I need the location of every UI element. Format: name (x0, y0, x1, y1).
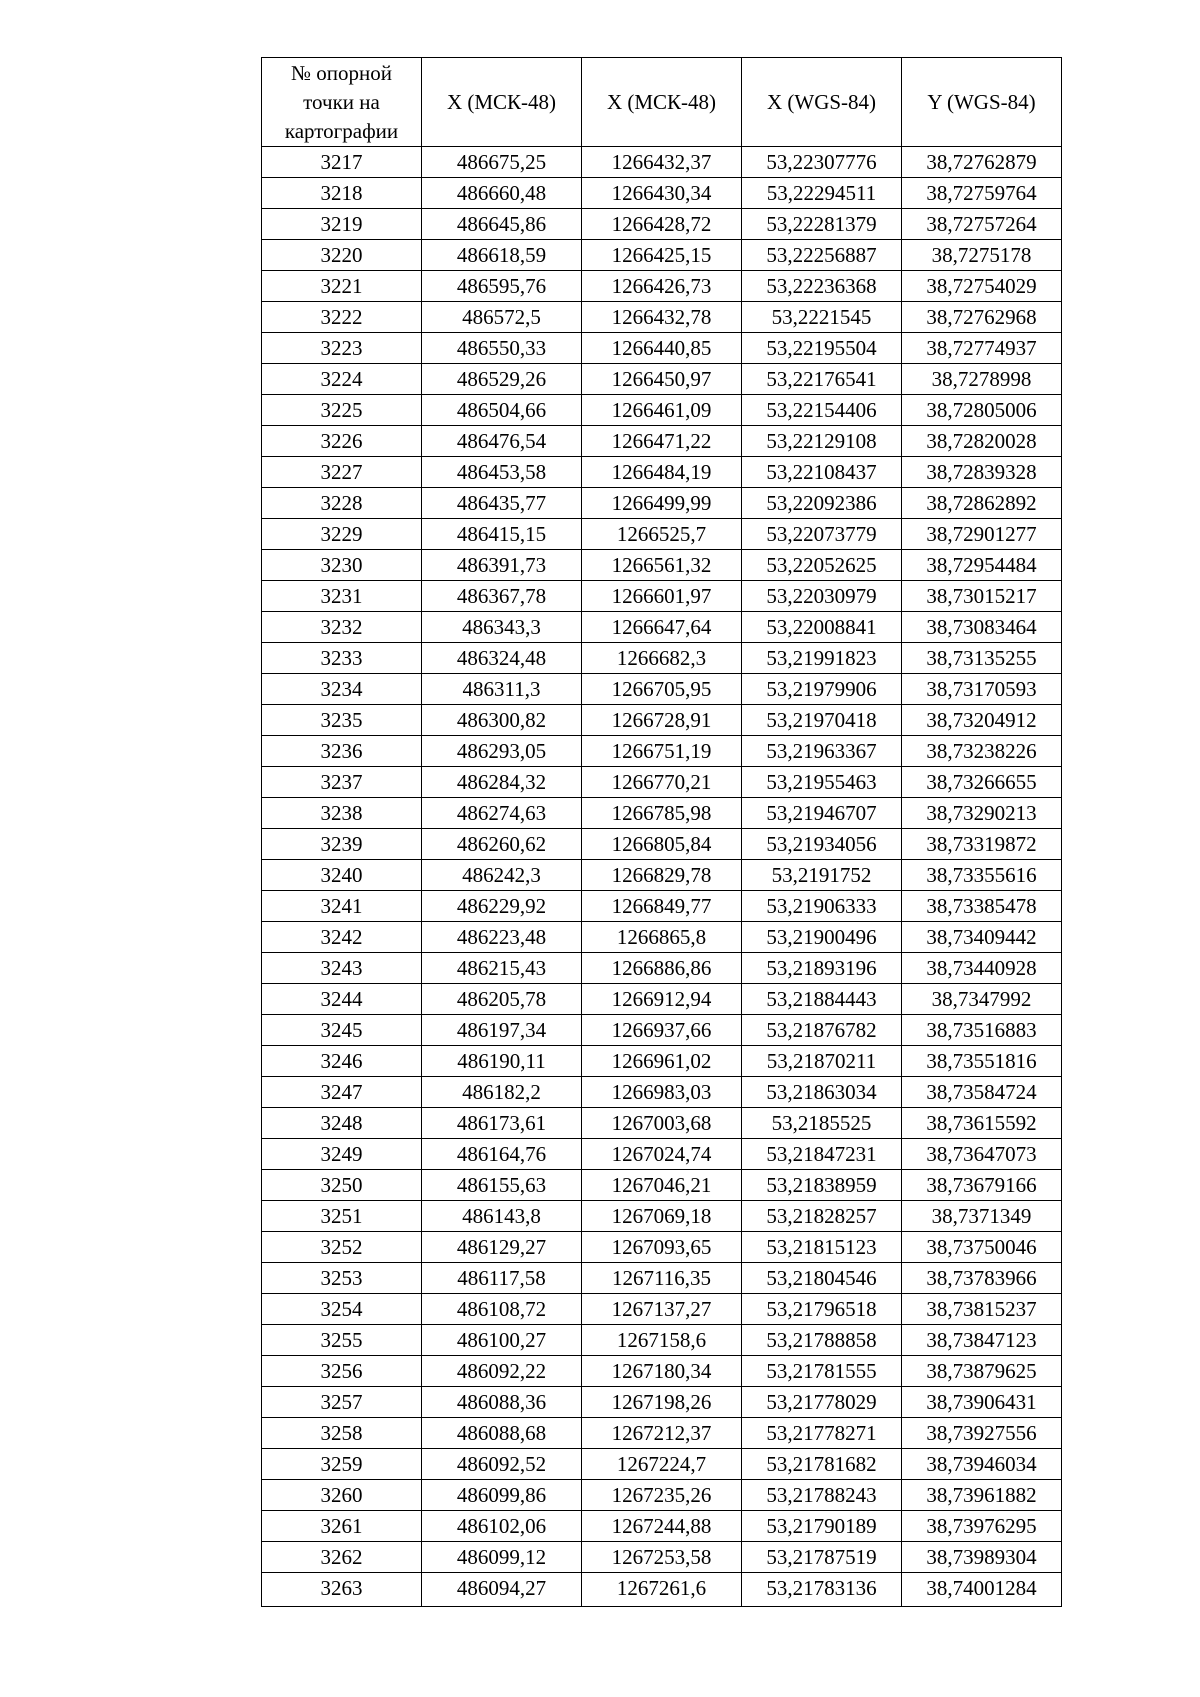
cell-point-number: 3241 (262, 891, 422, 922)
cell-x-msk48-b: 1266430,34 (582, 178, 742, 209)
cell-x-msk48-a: 486645,86 (422, 209, 582, 240)
cell-x-wgs84: 53,21955463 (742, 767, 902, 798)
cell-x-msk48-b: 1267024,74 (582, 1139, 742, 1170)
cell-x-msk48-b: 1266983,03 (582, 1077, 742, 1108)
cell-x-msk48-b: 1267235,26 (582, 1480, 742, 1511)
table-row (262, 1046, 1062, 1077)
cell-y-wgs84: 38,73266655 (902, 767, 1062, 798)
cell-point-number: 3254 (262, 1294, 422, 1325)
cell-point-number: 3224 (262, 364, 422, 395)
cell-x-msk48-b: 1267198,26 (582, 1387, 742, 1418)
cell-x-wgs84: 53,21870211 (742, 1046, 902, 1077)
table-header (262, 58, 1062, 147)
cell-y-wgs84: 38,73015217 (902, 581, 1062, 612)
cell-point-number: 3246 (262, 1046, 422, 1077)
cell-x-msk48-b: 1267212,37 (582, 1418, 742, 1449)
cell-x-wgs84: 53,22129108 (742, 426, 902, 457)
cell-x-msk48-a: 486182,2 (422, 1077, 582, 1108)
cell-x-msk48-a: 486088,68 (422, 1418, 582, 1449)
table-row (262, 1511, 1062, 1542)
header-line: № опорной (290, 60, 392, 85)
cell-y-wgs84: 38,72759764 (902, 178, 1062, 209)
cell-y-wgs84: 38,73679166 (902, 1170, 1062, 1201)
cell-x-msk48-b: 1266428,72 (582, 209, 742, 240)
cell-y-wgs84: 38,73976295 (902, 1511, 1062, 1542)
cell-x-msk48-b: 1266785,98 (582, 798, 742, 829)
cell-x-wgs84: 53,21788858 (742, 1325, 902, 1356)
cell-x-wgs84: 53,22073779 (742, 519, 902, 550)
cell-x-wgs84: 53,22008841 (742, 612, 902, 643)
table-row (262, 488, 1062, 519)
cell-x-msk48-a: 486675,25 (422, 147, 582, 178)
cell-x-msk48-b: 1266829,78 (582, 860, 742, 891)
cell-x-msk48-a: 486476,54 (422, 426, 582, 457)
cell-x-msk48-a: 486215,43 (422, 953, 582, 984)
cell-y-wgs84: 38,73083464 (902, 612, 1062, 643)
cell-x-msk48-a: 486415,15 (422, 519, 582, 550)
cell-point-number: 3231 (262, 581, 422, 612)
cell-y-wgs84: 38,7278998 (902, 364, 1062, 395)
cell-point-number: 3232 (262, 612, 422, 643)
table-row (262, 1356, 1062, 1387)
cell-x-wgs84: 53,21828257 (742, 1201, 902, 1232)
cell-point-number: 3220 (262, 240, 422, 271)
cell-x-msk48-b: 1266601,97 (582, 581, 742, 612)
cell-x-msk48-a: 486102,06 (422, 1511, 582, 1542)
cell-x-msk48-b: 1266561,32 (582, 550, 742, 581)
cell-x-msk48-a: 486223,48 (422, 922, 582, 953)
cell-point-number: 3242 (262, 922, 422, 953)
cell-x-wgs84: 53,21847231 (742, 1139, 902, 1170)
cell-y-wgs84: 38,72820028 (902, 426, 1062, 457)
cell-x-wgs84: 53,2185525 (742, 1108, 902, 1139)
cell-x-msk48-b: 1267069,18 (582, 1201, 742, 1232)
cell-point-number: 3235 (262, 705, 422, 736)
header-line: картографии (284, 118, 399, 143)
cell-x-msk48-b: 1266770,21 (582, 767, 742, 798)
cell-x-msk48-b: 1267116,35 (582, 1263, 742, 1294)
cell-point-number: 3261 (262, 1511, 422, 1542)
cell-x-wgs84: 53,21863034 (742, 1077, 902, 1108)
cell-y-wgs84: 38,73847123 (902, 1325, 1062, 1356)
cell-x-msk48-a: 486311,3 (422, 674, 582, 705)
cell-point-number: 3255 (262, 1325, 422, 1356)
cell-x-msk48-a: 486094,27 (422, 1573, 582, 1607)
cell-point-number: 3228 (262, 488, 422, 519)
cell-x-msk48-a: 486324,48 (422, 643, 582, 674)
cell-y-wgs84: 38,73135255 (902, 643, 1062, 674)
cell-x-msk48-b: 1266425,15 (582, 240, 742, 271)
cell-x-msk48-a: 486260,62 (422, 829, 582, 860)
table-row (262, 240, 1062, 271)
cell-y-wgs84: 38,7275178 (902, 240, 1062, 271)
cell-x-msk48-a: 486205,78 (422, 984, 582, 1015)
cell-x-wgs84: 53,21963367 (742, 736, 902, 767)
cell-y-wgs84: 38,7371349 (902, 1201, 1062, 1232)
cell-y-wgs84: 38,73961882 (902, 1480, 1062, 1511)
cell-point-number: 3262 (262, 1542, 422, 1573)
cell-x-msk48-a: 486572,5 (422, 302, 582, 333)
cell-point-number: 3239 (262, 829, 422, 860)
cell-x-msk48-a: 486164,76 (422, 1139, 582, 1170)
cell-y-wgs84: 38,72757264 (902, 209, 1062, 240)
table-row (262, 1325, 1062, 1356)
cell-x-wgs84: 53,22294511 (742, 178, 902, 209)
cell-x-wgs84: 53,21838959 (742, 1170, 902, 1201)
cell-x-msk48-b: 1266728,91 (582, 705, 742, 736)
cell-point-number: 3234 (262, 674, 422, 705)
cell-x-msk48-b: 1266484,19 (582, 457, 742, 488)
cell-y-wgs84: 38,73584724 (902, 1077, 1062, 1108)
cell-x-msk48-a: 486284,32 (422, 767, 582, 798)
table-row (262, 953, 1062, 984)
table-row (262, 1139, 1062, 1170)
table-row (262, 1418, 1062, 1449)
table-row (262, 426, 1062, 457)
cell-point-number: 3249 (262, 1139, 422, 1170)
cell-x-msk48-b: 1266525,7 (582, 519, 742, 550)
cell-y-wgs84: 38,73989304 (902, 1542, 1062, 1573)
cell-x-wgs84: 53,21788243 (742, 1480, 902, 1511)
cell-y-wgs84: 38,72839328 (902, 457, 1062, 488)
cell-x-wgs84: 53,21790189 (742, 1511, 902, 1542)
cell-y-wgs84: 38,72754029 (902, 271, 1062, 302)
table-row (262, 860, 1062, 891)
table-row (262, 147, 1062, 178)
header-point-number (262, 58, 422, 147)
table-row (262, 705, 1062, 736)
cell-point-number: 3236 (262, 736, 422, 767)
table-row (262, 1294, 1062, 1325)
cell-x-wgs84: 53,2221545 (742, 302, 902, 333)
cell-x-msk48-a: 486088,36 (422, 1387, 582, 1418)
table-row (262, 1108, 1062, 1139)
cell-x-msk48-b: 1267244,88 (582, 1511, 742, 1542)
cell-x-msk48-a: 486099,86 (422, 1480, 582, 1511)
cell-x-wgs84: 53,21815123 (742, 1232, 902, 1263)
cell-point-number: 3247 (262, 1077, 422, 1108)
table-row (262, 1449, 1062, 1480)
cell-x-msk48-b: 1266432,78 (582, 302, 742, 333)
cell-y-wgs84: 38,72762879 (902, 147, 1062, 178)
cell-x-msk48-b: 1266682,3 (582, 643, 742, 674)
cell-point-number: 3258 (262, 1418, 422, 1449)
cell-x-wgs84: 53,21796518 (742, 1294, 902, 1325)
cell-x-wgs84: 53,22195504 (742, 333, 902, 364)
table-row (262, 1170, 1062, 1201)
cell-x-msk48-b: 1266849,77 (582, 891, 742, 922)
cell-x-wgs84: 53,21783136 (742, 1573, 902, 1607)
cell-x-msk48-a: 486143,8 (422, 1201, 582, 1232)
header-row (262, 58, 1062, 147)
cell-x-msk48-b: 1267253,58 (582, 1542, 742, 1573)
cell-y-wgs84: 38,72901277 (902, 519, 1062, 550)
cell-x-msk48-a: 486293,05 (422, 736, 582, 767)
cell-y-wgs84: 38,72805006 (902, 395, 1062, 426)
cell-x-msk48-a: 486504,66 (422, 395, 582, 426)
cell-x-wgs84: 53,22307776 (742, 147, 902, 178)
cell-point-number: 3243 (262, 953, 422, 984)
table-row (262, 643, 1062, 674)
header-x-msk48-b: X (МСК-48) (582, 58, 742, 147)
cell-point-number: 3218 (262, 178, 422, 209)
cell-y-wgs84: 38,73815237 (902, 1294, 1062, 1325)
cell-x-msk48-a: 486092,22 (422, 1356, 582, 1387)
cell-point-number: 3240 (262, 860, 422, 891)
cell-x-msk48-a: 486660,48 (422, 178, 582, 209)
cell-x-wgs84: 53,21876782 (742, 1015, 902, 1046)
cell-x-wgs84: 53,21804546 (742, 1263, 902, 1294)
cell-x-wgs84: 53,22030979 (742, 581, 902, 612)
cell-y-wgs84: 38,73355616 (902, 860, 1062, 891)
cell-x-msk48-b: 1266705,95 (582, 674, 742, 705)
cell-x-wgs84: 53,21781682 (742, 1449, 902, 1480)
cell-point-number: 3245 (262, 1015, 422, 1046)
table-row (262, 333, 1062, 364)
cell-point-number: 3221 (262, 271, 422, 302)
table-row (262, 1077, 1062, 1108)
table-row (262, 395, 1062, 426)
cell-point-number: 3238 (262, 798, 422, 829)
header-line: точки на (303, 89, 380, 114)
cell-x-msk48-b: 1266647,64 (582, 612, 742, 643)
cell-x-msk48-b: 1266961,02 (582, 1046, 742, 1077)
cell-x-msk48-a: 486550,33 (422, 333, 582, 364)
cell-x-wgs84: 53,21970418 (742, 705, 902, 736)
cell-y-wgs84: 38,73238226 (902, 736, 1062, 767)
cell-y-wgs84: 38,73946034 (902, 1449, 1062, 1480)
cell-y-wgs84: 38,73927556 (902, 1418, 1062, 1449)
cell-x-wgs84: 53,21906333 (742, 891, 902, 922)
cell-x-wgs84: 53,22154406 (742, 395, 902, 426)
table-row (262, 1573, 1062, 1607)
table-row (262, 581, 1062, 612)
cell-y-wgs84: 38,73290213 (902, 798, 1062, 829)
cell-point-number: 3233 (262, 643, 422, 674)
table-row (262, 1263, 1062, 1294)
cell-x-msk48-b: 1267137,27 (582, 1294, 742, 1325)
cell-x-msk48-b: 1267261,6 (582, 1573, 742, 1607)
cell-point-number: 3244 (262, 984, 422, 1015)
cell-x-wgs84: 53,21979906 (742, 674, 902, 705)
table-row (262, 550, 1062, 581)
cell-point-number: 3250 (262, 1170, 422, 1201)
table-row (262, 457, 1062, 488)
cell-x-msk48-b: 1266865,8 (582, 922, 742, 953)
cell-point-number: 3263 (262, 1573, 422, 1607)
cell-y-wgs84: 38,73879625 (902, 1356, 1062, 1387)
table-row (262, 271, 1062, 302)
table-row (262, 178, 1062, 209)
cell-x-msk48-a: 486274,63 (422, 798, 582, 829)
cell-y-wgs84: 38,73750046 (902, 1232, 1062, 1263)
cell-x-wgs84: 53,22052625 (742, 550, 902, 581)
cell-point-number: 3219 (262, 209, 422, 240)
cell-x-msk48-a: 486108,72 (422, 1294, 582, 1325)
cell-point-number: 3217 (262, 147, 422, 178)
cell-point-number: 3256 (262, 1356, 422, 1387)
cell-y-wgs84: 38,73409442 (902, 922, 1062, 953)
cell-x-wgs84: 53,22092386 (742, 488, 902, 519)
cell-x-msk48-b: 1266937,66 (582, 1015, 742, 1046)
cell-y-wgs84: 38,73906431 (902, 1387, 1062, 1418)
cell-y-wgs84: 38,73516883 (902, 1015, 1062, 1046)
cell-y-wgs84: 38,7347992 (902, 984, 1062, 1015)
cell-x-msk48-a: 486129,27 (422, 1232, 582, 1263)
table-row (262, 767, 1062, 798)
cell-x-msk48-a: 486190,11 (422, 1046, 582, 1077)
header-y-wgs84: Y (WGS-84) (902, 58, 1062, 147)
table-row (262, 1542, 1062, 1573)
header-x-msk48-a: X (МСК-48) (422, 58, 582, 147)
cell-x-msk48-b: 1267224,7 (582, 1449, 742, 1480)
cell-point-number: 3225 (262, 395, 422, 426)
cell-x-msk48-b: 1266912,94 (582, 984, 742, 1015)
cell-x-wgs84: 53,22256887 (742, 240, 902, 271)
cell-x-msk48-b: 1267180,34 (582, 1356, 742, 1387)
cell-x-wgs84: 53,22281379 (742, 209, 902, 240)
cell-x-msk48-a: 486435,77 (422, 488, 582, 519)
cell-point-number: 3229 (262, 519, 422, 550)
table-row (262, 798, 1062, 829)
cell-x-msk48-a: 486453,58 (422, 457, 582, 488)
cell-x-msk48-b: 1266499,99 (582, 488, 742, 519)
cell-x-msk48-a: 486173,61 (422, 1108, 582, 1139)
cell-x-msk48-a: 486391,73 (422, 550, 582, 581)
cell-point-number: 3222 (262, 302, 422, 333)
cell-x-wgs84: 53,21934056 (742, 829, 902, 860)
cell-x-msk48-b: 1266461,09 (582, 395, 742, 426)
cell-x-msk48-a: 486117,58 (422, 1263, 582, 1294)
cell-point-number: 3223 (262, 333, 422, 364)
cell-point-number: 3252 (262, 1232, 422, 1263)
cell-point-number: 3260 (262, 1480, 422, 1511)
table-row (262, 1015, 1062, 1046)
cell-x-wgs84: 53,21893196 (742, 953, 902, 984)
cell-y-wgs84: 38,72774937 (902, 333, 1062, 364)
cell-y-wgs84: 38,73385478 (902, 891, 1062, 922)
cell-y-wgs84: 38,72762968 (902, 302, 1062, 333)
cell-x-msk48-b: 1266450,97 (582, 364, 742, 395)
cell-x-msk48-b: 1267158,6 (582, 1325, 742, 1356)
cell-y-wgs84: 38,73440928 (902, 953, 1062, 984)
table-row (262, 984, 1062, 1015)
table-row (262, 829, 1062, 860)
table-row (262, 209, 1062, 240)
table-row (262, 519, 1062, 550)
cell-y-wgs84: 38,72862892 (902, 488, 1062, 519)
table-row (262, 1232, 1062, 1263)
cell-point-number: 3226 (262, 426, 422, 457)
table-row (262, 1387, 1062, 1418)
cell-x-msk48-b: 1267003,68 (582, 1108, 742, 1139)
cell-x-wgs84: 53,21778029 (742, 1387, 902, 1418)
cell-x-msk48-a: 486099,12 (422, 1542, 582, 1573)
table-row (262, 674, 1062, 705)
cell-x-wgs84: 53,21946707 (742, 798, 902, 829)
cell-point-number: 3257 (262, 1387, 422, 1418)
cell-x-msk48-a: 486092,52 (422, 1449, 582, 1480)
cell-point-number: 3227 (262, 457, 422, 488)
table-row (262, 1480, 1062, 1511)
table-body (262, 147, 1062, 1607)
cell-x-msk48-b: 1266886,86 (582, 953, 742, 984)
cell-x-msk48-a: 486197,34 (422, 1015, 582, 1046)
cell-x-msk48-a: 486242,3 (422, 860, 582, 891)
cell-x-msk48-a: 486367,78 (422, 581, 582, 612)
cell-x-msk48-b: 1266471,22 (582, 426, 742, 457)
cell-x-msk48-b: 1266805,84 (582, 829, 742, 860)
cell-y-wgs84: 38,73551816 (902, 1046, 1062, 1077)
cell-y-wgs84: 38,73647073 (902, 1139, 1062, 1170)
table-row (262, 364, 1062, 395)
cell-point-number: 3237 (262, 767, 422, 798)
cell-x-msk48-b: 1266751,19 (582, 736, 742, 767)
table-row (262, 612, 1062, 643)
cell-x-msk48-a: 486618,59 (422, 240, 582, 271)
cell-x-msk48-a: 486595,76 (422, 271, 582, 302)
cell-x-msk48-b: 1266432,37 (582, 147, 742, 178)
cell-x-msk48-a: 486343,3 (422, 612, 582, 643)
cell-x-wgs84: 53,21884443 (742, 984, 902, 1015)
cell-y-wgs84: 38,72954484 (902, 550, 1062, 581)
table-row (262, 891, 1062, 922)
cell-x-msk48-a: 486155,63 (422, 1170, 582, 1201)
cell-y-wgs84: 38,73615592 (902, 1108, 1062, 1139)
cell-y-wgs84: 38,73170593 (902, 674, 1062, 705)
cell-x-msk48-a: 486529,26 (422, 364, 582, 395)
cell-x-msk48-b: 1266426,73 (582, 271, 742, 302)
cell-x-msk48-a: 486300,82 (422, 705, 582, 736)
cell-x-msk48-b: 1267046,21 (582, 1170, 742, 1201)
cell-x-wgs84: 53,21781555 (742, 1356, 902, 1387)
cell-y-wgs84: 38,74001284 (902, 1573, 1062, 1607)
cell-x-wgs84: 53,21991823 (742, 643, 902, 674)
cell-point-number: 3251 (262, 1201, 422, 1232)
cell-y-wgs84: 38,73783966 (902, 1263, 1062, 1294)
cell-x-wgs84: 53,22176541 (742, 364, 902, 395)
cell-point-number: 3253 (262, 1263, 422, 1294)
cell-point-number: 3230 (262, 550, 422, 581)
cell-x-msk48-b: 1266440,85 (582, 333, 742, 364)
cell-x-msk48-a: 486100,27 (422, 1325, 582, 1356)
cell-x-wgs84: 53,21778271 (742, 1418, 902, 1449)
cell-y-wgs84: 38,73204912 (902, 705, 1062, 736)
cell-y-wgs84: 38,73319872 (902, 829, 1062, 860)
cell-x-wgs84: 53,2191752 (742, 860, 902, 891)
table-row (262, 922, 1062, 953)
table-row (262, 302, 1062, 333)
header-x-wgs84: X (WGS-84) (742, 58, 902, 147)
cell-point-number: 3259 (262, 1449, 422, 1480)
cell-x-wgs84: 53,21900496 (742, 922, 902, 953)
table-row (262, 1201, 1062, 1232)
cell-x-msk48-b: 1267093,65 (582, 1232, 742, 1263)
coordinates-table (261, 57, 1062, 1607)
cell-point-number: 3248 (262, 1108, 422, 1139)
cell-x-wgs84: 53,22108437 (742, 457, 902, 488)
table-row (262, 736, 1062, 767)
cell-x-wgs84: 53,21787519 (742, 1542, 902, 1573)
cell-x-wgs84: 53,22236368 (742, 271, 902, 302)
cell-x-msk48-a: 486229,92 (422, 891, 582, 922)
